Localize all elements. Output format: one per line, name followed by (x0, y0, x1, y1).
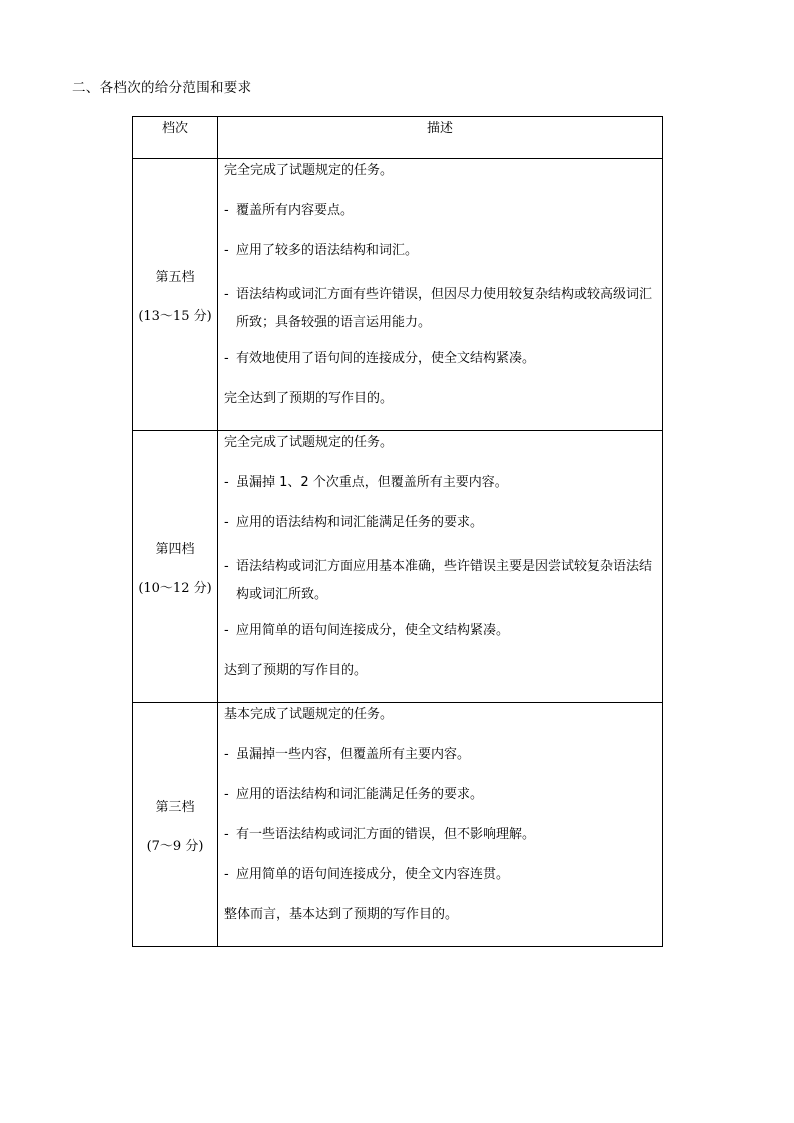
level-cell (133, 703, 218, 947)
level-name: 第三档 (155, 799, 195, 815)
level-name: 第四档 (155, 541, 195, 557)
list-item: - 虽漏掉 1、2 个次重点，但覆盖所有主要内容。 (224, 475, 508, 490)
table-row (133, 431, 663, 703)
description-cell (218, 703, 663, 947)
list-item: - 虽漏掉一些内容，但覆盖所有主要内容。 (224, 747, 471, 762)
list-item: - 有效地使用了语句间的连接成分，使全文结构紧凑。 (224, 351, 536, 366)
list-item: - 应用简单的语句间连接成分，使全文结构紧凑。 (224, 623, 510, 638)
description-intro: 完全完成了试题规定的任务。 (224, 435, 394, 450)
description-outro: 完全达到了预期的写作目的。 (224, 391, 394, 406)
level-cell (133, 431, 218, 703)
level-name: 第五档 (155, 269, 195, 285)
description-cell (218, 431, 663, 703)
description-intro: 基本完成了试题规定的任务。 (224, 707, 394, 722)
list-item: - 应用的语法结构和词汇能满足任务的要求。 (224, 515, 484, 530)
description-intro: 完全完成了试题规定的任务。 (224, 163, 394, 178)
table-row (133, 703, 663, 947)
list-item: - 有一些语法结构或词汇方面的错误，但不影响理解。 (224, 827, 536, 842)
header-description: 描述 (218, 117, 663, 159)
list-item: - 应用了较多的语法结构和词汇。 (224, 243, 419, 258)
description-outro: 达到了预期的写作目的。 (224, 663, 368, 678)
score-range: (10～12 分) (138, 580, 212, 596)
list-item: - 应用的语法结构和词汇能满足任务的要求。 (224, 787, 484, 802)
list-item: - 语法结构或词汇方面有些许错误，但因尽力使用较复杂结构或较高级词汇所致；具备较强的语言运用能力。 (224, 287, 653, 330)
table-row (133, 159, 663, 431)
section-title: 二、各档次的给分范围和要求 (72, 80, 252, 96)
level-cell (133, 159, 218, 431)
table-header-row (133, 117, 663, 159)
description-outro: 整体而言，基本达到了预期的写作目的。 (224, 907, 459, 922)
grading-table (132, 116, 663, 947)
description-cell (218, 159, 663, 431)
header-level: 档次 (133, 117, 218, 159)
score-range: (7～9 分) (146, 838, 204, 854)
score-range: (13～15 分) (138, 308, 212, 324)
list-item: - 覆盖所有内容要点。 (224, 203, 354, 218)
list-item: - 语法结构或词汇方面应用基本准确，些许错误主要是因尝试较复杂语法结构或词汇所致。 (224, 559, 653, 602)
list-item: - 应用简单的语句间连接成分，使全文内容连贯。 (224, 867, 510, 882)
